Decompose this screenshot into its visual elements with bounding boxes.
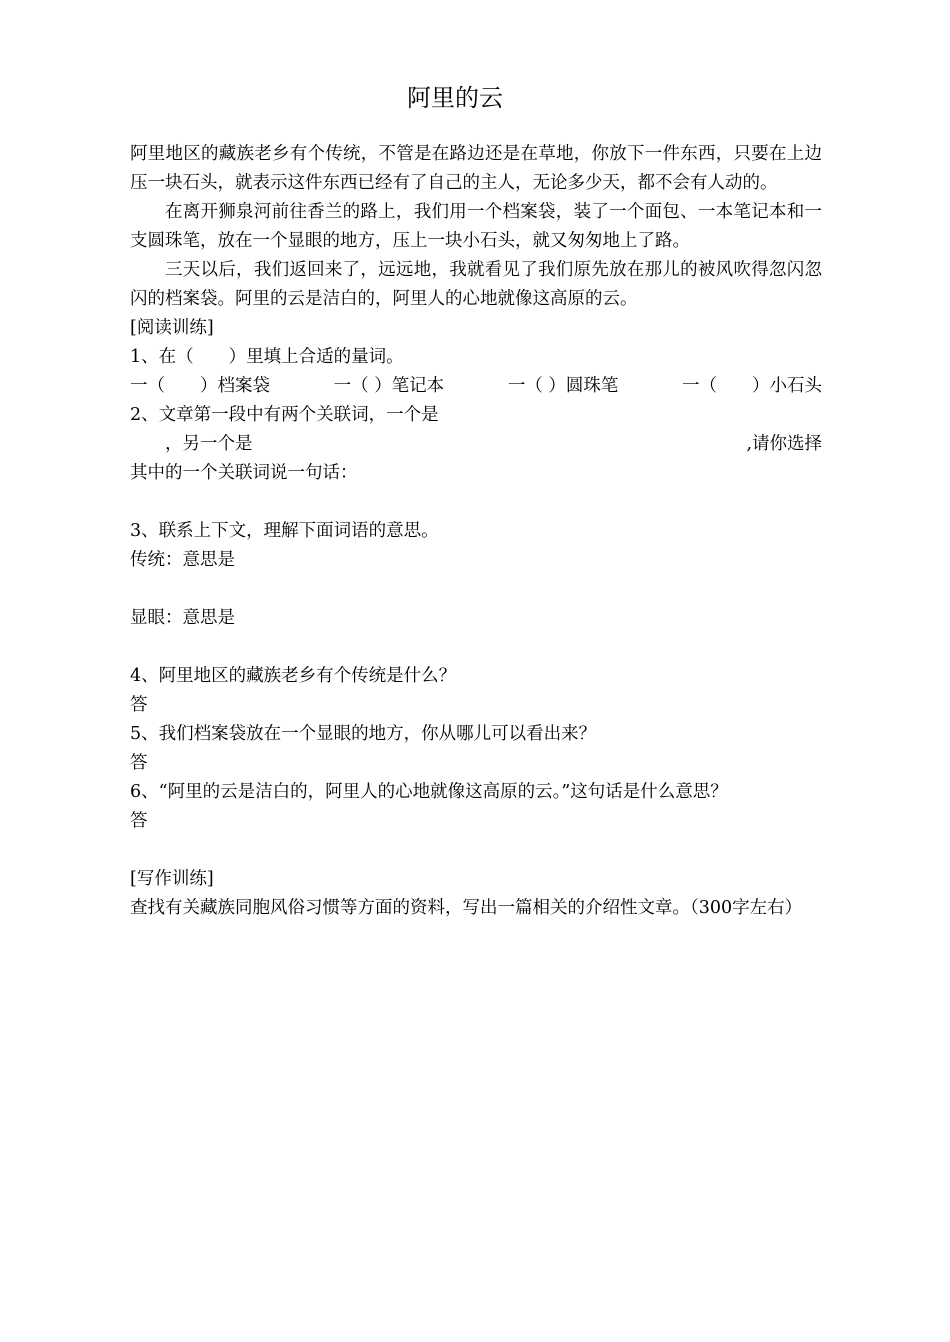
question-4-prompt: 4、阿里地区的藏族老乡有个传统是什么？ (130, 666, 457, 686)
passage-paragraph-2: 在离开狮泉河前往香兰的路上，我们用一个档案袋，装了一个面包、一本笔记本和一支圆珠笔，放在一个显眼的地方，压上一块小石头，就又匆匆地上了路。 (130, 202, 822, 251)
question-6-answer: 答 (130, 811, 148, 831)
measure-word-blank-2: 一（ ）笔记本 (333, 376, 445, 396)
document-body (130, 140, 822, 923)
question-1-prompt: 1、在（ ）里填上合适的量词。 (130, 347, 404, 367)
answer-space (130, 836, 822, 865)
question-2-line-2-right: ,请你选择 (746, 434, 822, 454)
passage-paragraph-1: 阿里地区的藏族老乡有个传统，不管是在路边还是在草地，你放下一件东西，只要在上边压一块石头，就表示这件东西已经有了自己的主人，无论多少天，都不会有人动的。 (130, 144, 822, 193)
measure-word-blank-1: 一（ ）档案袋 (130, 376, 270, 396)
question-4-answer: 答 (130, 695, 148, 715)
writing-task: 查找有关藏族同胞风俗习惯等方面的资料，写出一篇相关的介绍性文章。（300字左右） (130, 898, 803, 918)
measure-word-blank-3: 一（ ）圆珠笔 (507, 376, 619, 396)
question-3-prompt: 3、联系上下文，理解下面词语的意思。 (130, 521, 439, 541)
question-1-items (130, 372, 822, 401)
question-3-item-1: 传统：意思是 (130, 550, 235, 570)
question-6-prompt: 6、“阿里的云是洁白的，阿里人的心地就像这高原的云。”这句话是什么意思？ (130, 782, 728, 802)
measure-word-blank-4: 一（ ）小石头 (682, 376, 822, 396)
question-2-line-3: 其中的一个关联词说一句话： (130, 463, 358, 483)
question-5-prompt: 5、我们档案袋放在一个显眼的地方，你从哪儿可以看出来？ (130, 724, 597, 744)
reading-heading: [阅读训练] (130, 318, 214, 338)
question-3-item-2: 显眼：意思是 (130, 608, 235, 628)
answer-space (130, 575, 822, 604)
question-5-answer: 答 (130, 753, 148, 773)
question-2-line-2 (130, 430, 822, 459)
question-2-prompt: 2、文章第一段中有两个关联词，一个是 (130, 405, 439, 425)
document-title: 阿里的云 (407, 84, 503, 112)
answer-space (130, 633, 822, 662)
passage-paragraph-3: 三天以后，我们返回来了，远远地，我就看见了我们原先放在那儿的被风吹得忽闪忽闪的档案袋。阿里的云是洁白的，阿里人的心地就像这高原的云。 (130, 260, 822, 309)
writing-heading: [写作训练] (130, 869, 214, 889)
answer-space (130, 488, 822, 517)
question-2-line-2-left: ，另一个是 (130, 434, 253, 454)
